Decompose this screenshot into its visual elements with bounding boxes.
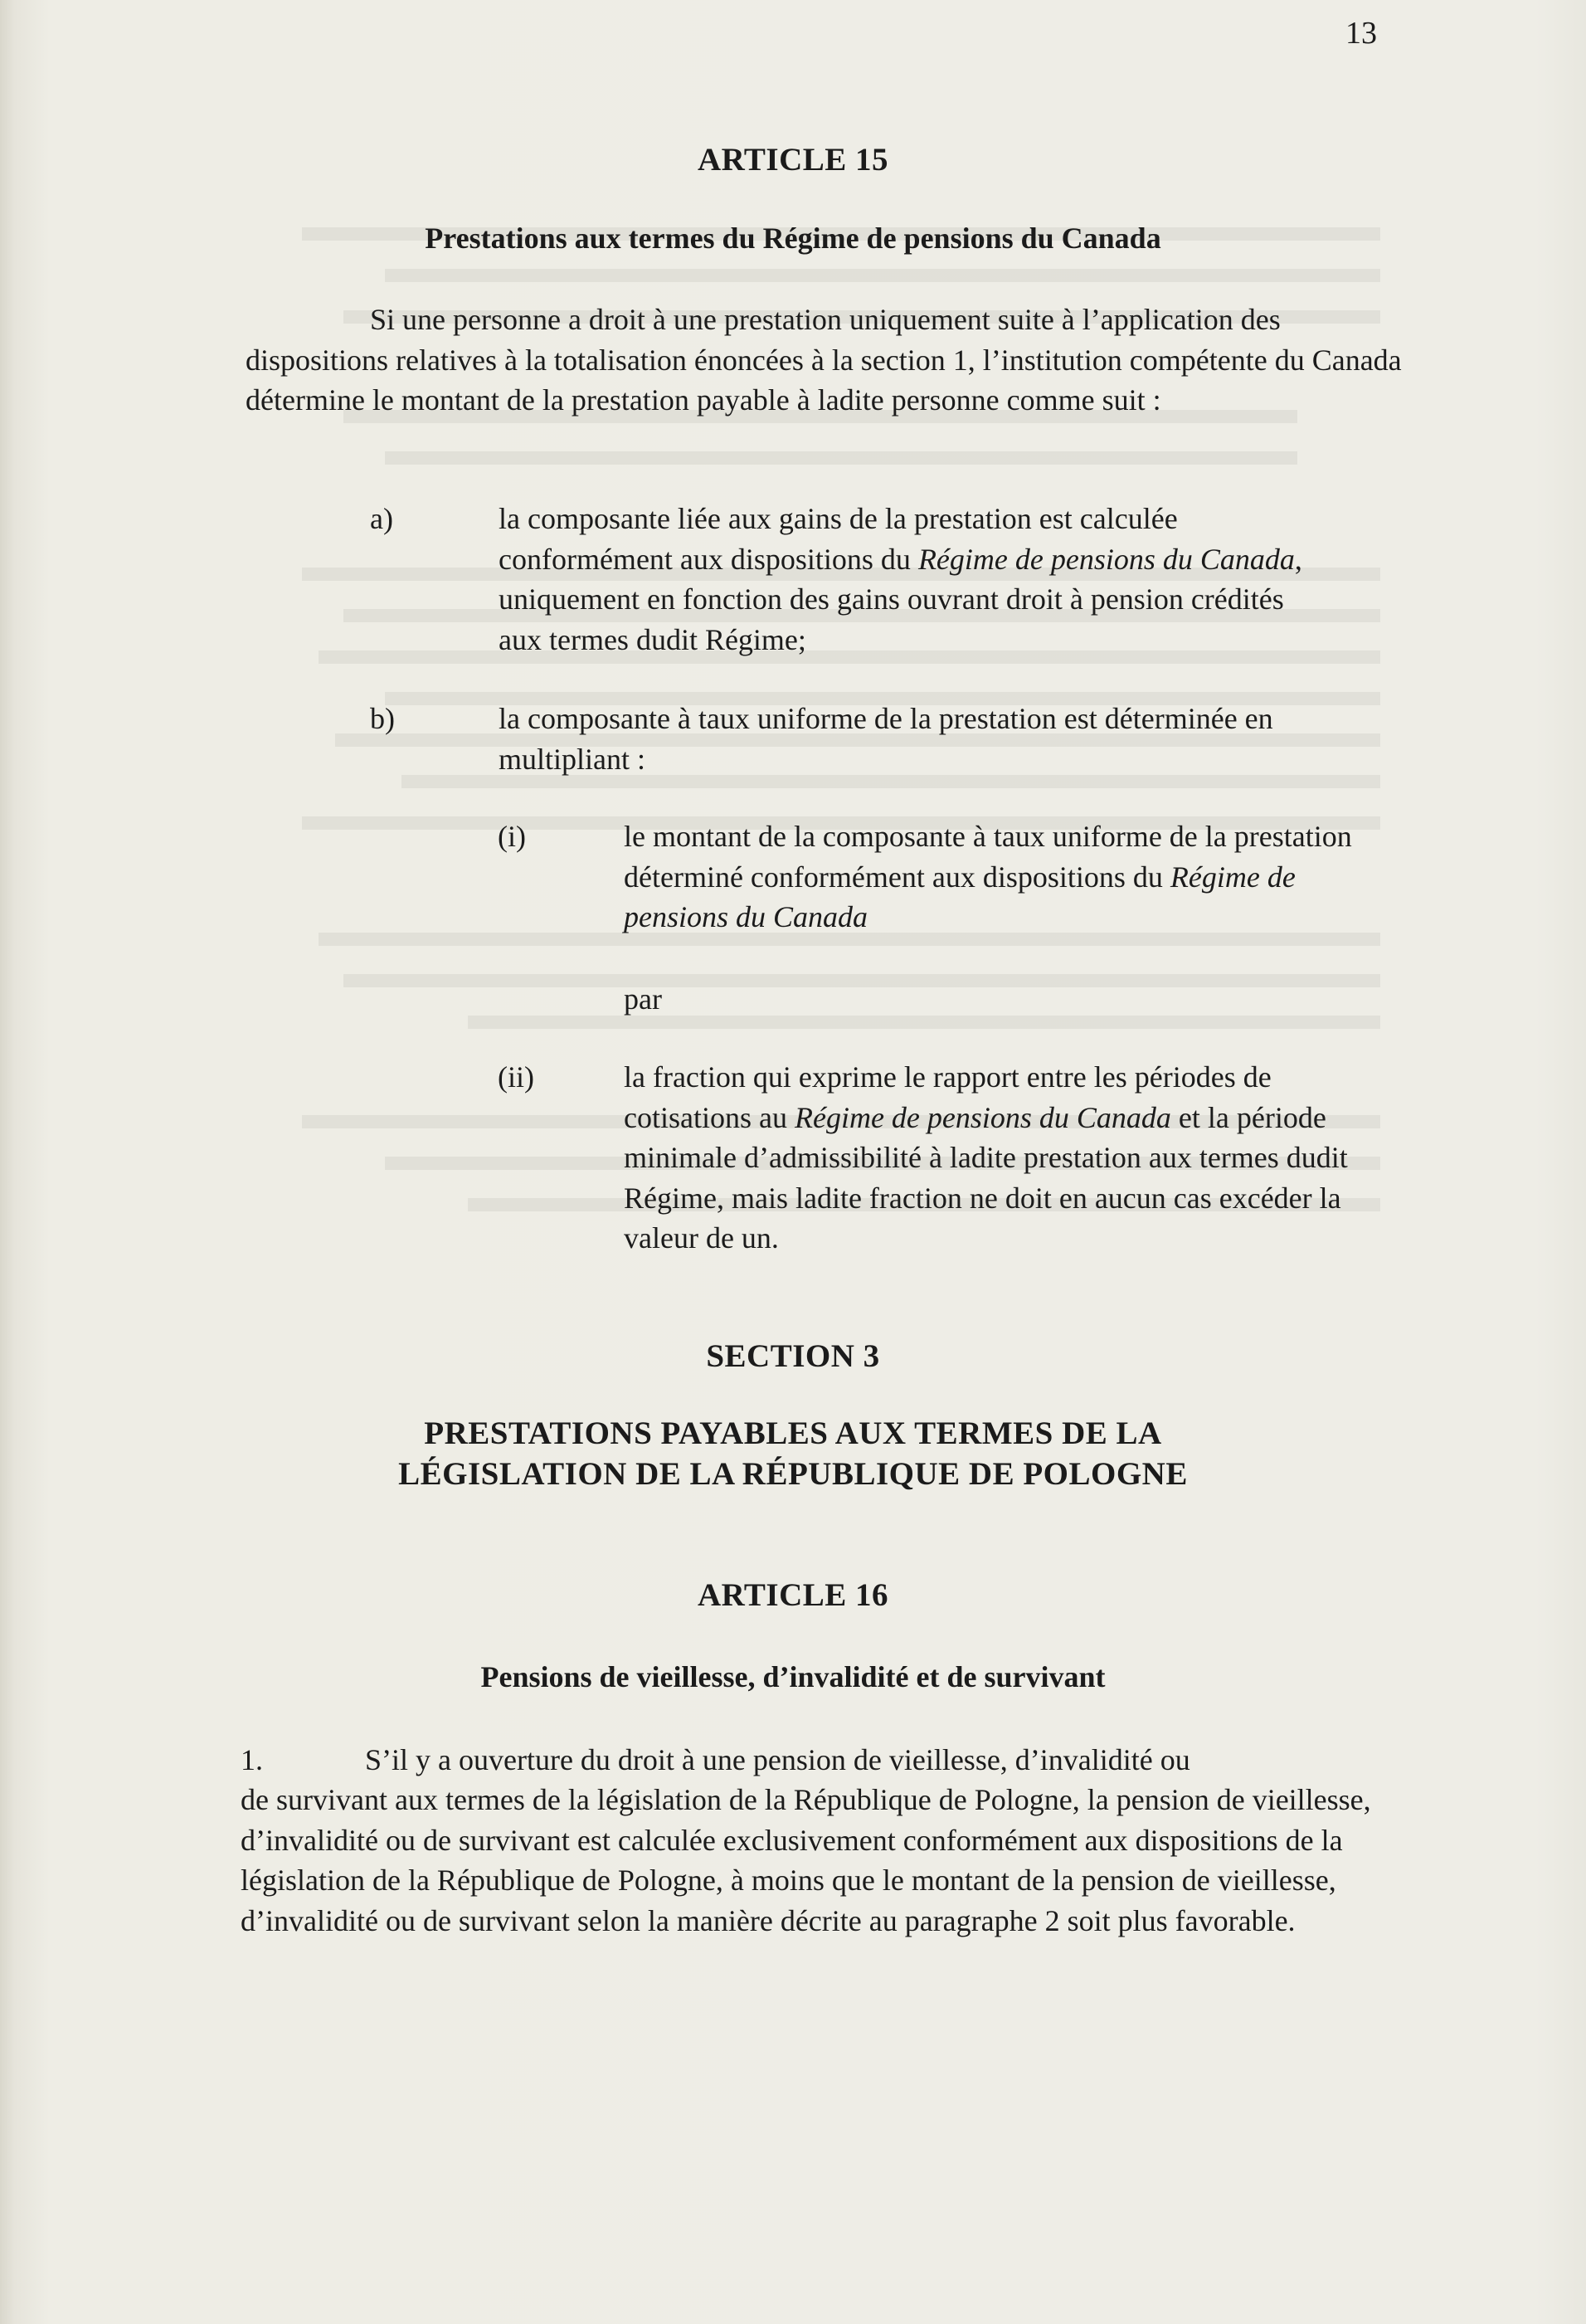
- connector-par: par: [624, 982, 662, 1016]
- subitem-ii-italic: Régime de pensions du Canada: [794, 1100, 1171, 1134]
- subitem-i-text: [624, 816, 1395, 938]
- subitem-i-marker: (i): [498, 820, 526, 853]
- subitem-i-text-before: le montant de la composante à taux uniforme de la prestation déterminé conformément aux dispositions du: [624, 820, 1352, 894]
- item-a-text-after: , uniquement en fonction des gains ouvrant droit à pension crédités aux termes dudit Régime;: [499, 542, 1302, 656]
- item-b-marker: b): [370, 702, 395, 735]
- item-a-text-before: la composante liée aux gains de la prestation est calculée conformément aux dispositions du: [499, 502, 1178, 576]
- article-15-title: Prestations aux termes du Régime de pensions du Canada: [425, 222, 1161, 255]
- subitem-ii-text-before: la fraction qui exprime le rapport entre les périodes de cotisations au: [624, 1060, 1272, 1134]
- section-3-title-line-1: PRESTATIONS PAYABLES AUX TERMES DE LA: [424, 1415, 1162, 1451]
- item-b-text-content: la composante à taux uniforme de la prestation est déterminée en multipliant :: [499, 702, 1273, 776]
- article-16-heading: ARTICLE 16: [697, 1577, 889, 1613]
- article-16-title: Pensions de vieillesse, d’invalidité et de survivant: [480, 1660, 1106, 1693]
- item-b-text: [499, 699, 1378, 779]
- item-a-text: [499, 499, 1328, 660]
- subitem-ii-text: [624, 1057, 1387, 1259]
- article-16-paragraph-first-line: S’il y a ouverture du droit à une pension de vieillesse, d’invalidité ou: [365, 1743, 1190, 1776]
- section-3-title-line-2: LÉGISLATION DE LA RÉPUBLIQUE DE POLOGNE: [398, 1456, 1188, 1492]
- subitem-ii-marker: (ii): [498, 1060, 534, 1094]
- article-15-intro: [246, 300, 1423, 421]
- section-3-heading: SECTION 3: [706, 1338, 880, 1374]
- article-15-heading: ARTICLE 15: [697, 142, 889, 178]
- subitem-ii-text-after: et la période minimale d’admissibilité à ladite prestation aux termes dudit Régime, mais ladite fraction ne doit en aucun cas excéder la valeur de un.: [624, 1100, 1348, 1255]
- article-16-paragraph-number: 1.: [241, 1743, 263, 1776]
- article-15-intro-text: Si une personne a droit à une prestation uniquement suite à l’application des dispositions relatives à la totalisation énoncées à la section 1, l’institution compétente du Canada détermine le montant de la prestation payable à ladite personne comme suit :: [246, 303, 1402, 417]
- item-a-marker: a): [370, 502, 393, 535]
- page-number: 13: [1345, 16, 1377, 51]
- subitem-i-italic: Régime de pensions du Canada: [624, 860, 1296, 933]
- article-16-paragraph-body: [241, 1780, 1381, 1941]
- item-a-italic: Régime de pensions du Canada: [917, 542, 1295, 576]
- article-16-paragraph-text: de survivant aux termes de la législation de la République de Pologne, la pension de vieillesse, d’invalidité ou de survivant est calculée exclusivement conformément aux dispositions de la législation de la République de Pologne, à moins que le montant de la pension de vieillesse, d’invalidité ou de survivant selon la manière décrite au paragraphe 2 soit plus favorable.: [241, 1783, 1371, 1937]
